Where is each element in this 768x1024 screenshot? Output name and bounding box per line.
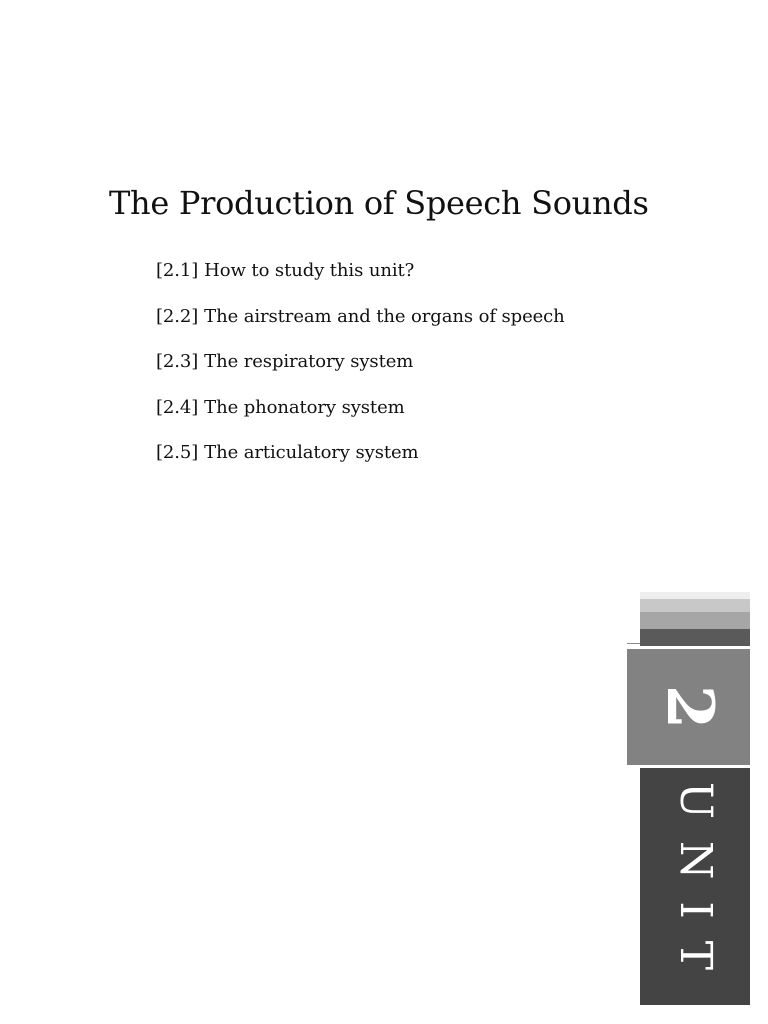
toc-item-number: [2.1] — [156, 260, 199, 281]
toc-item-label: The articulatory system — [204, 442, 419, 463]
toc-item — [156, 395, 565, 441]
toc-item-number: [2.5] — [156, 442, 199, 463]
unit-word: UNIT — [670, 781, 721, 992]
toc-item-number: [2.4] — [156, 396, 199, 418]
table-of-contents — [156, 258, 565, 486]
decorative-stripe — [640, 612, 750, 629]
decorative-stripe — [640, 599, 750, 612]
divider — [627, 643, 640, 644]
decorative-stripe — [640, 629, 750, 646]
toc-item-number: [2.2] — [156, 305, 199, 327]
unit-number-box — [627, 649, 750, 765]
toc-item — [156, 304, 565, 350]
toc-item-label: The respiratory system — [204, 351, 414, 372]
toc-item — [156, 258, 565, 304]
unit-word-box — [640, 768, 750, 1005]
toc-item-label: The airstream and the organs of speech — [204, 305, 565, 327]
toc-item-label: How to study this unit? — [204, 260, 415, 281]
page-title: The Production of Speech Sounds — [109, 184, 649, 222]
toc-item-label: The phonatory system — [204, 396, 405, 418]
toc-item — [156, 349, 565, 395]
toc-item — [156, 440, 565, 486]
unit-number: 2 — [651, 684, 727, 730]
decorative-stripe — [640, 592, 750, 599]
toc-item-number: [2.3] — [156, 351, 199, 372]
